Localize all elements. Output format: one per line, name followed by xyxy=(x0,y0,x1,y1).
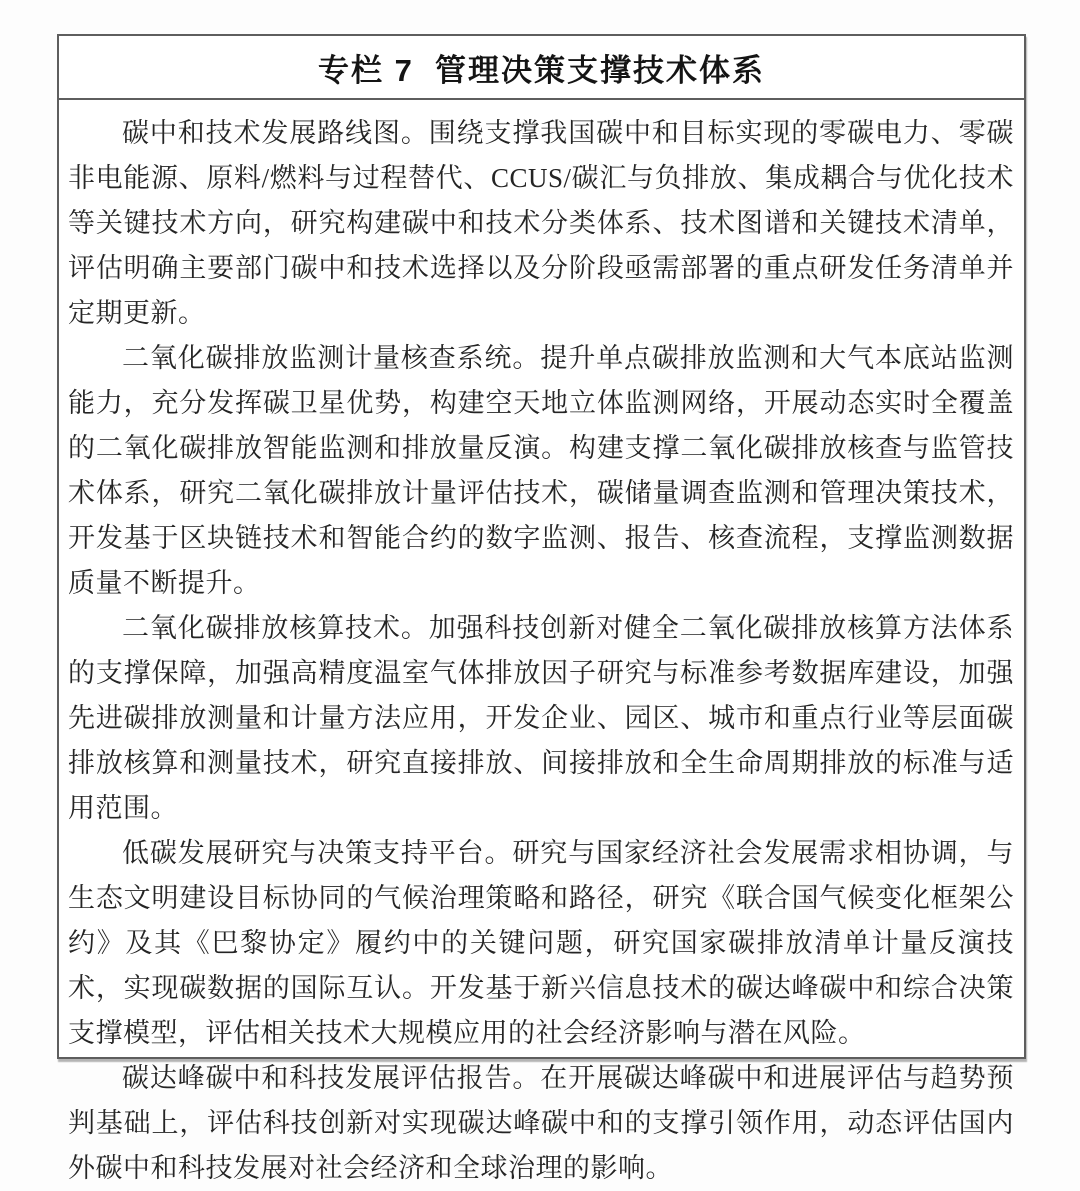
paragraph-carbon-neutral-tech-roadmap: 碳中和技术发展路线图。围绕支撑我国碳中和目标实现的零碳电力、零碳非电能源、原料/燃料与过程替代、CCUS/碳汇与负排放、集成耦合与优化技术等关键技术方向，研究构建碳中和技术分类体系、技术图谱和关键技术清单，评估明确主要部门碳中和技术选择以及分阶段亟需部署的重点研发任务清单并定期更新。 xyxy=(68,118,1014,328)
paragraph-carbon-peak-neutrality-evaluation-report: 碳达峰碳中和科技发展评估报告。在开展碳达峰碳中和进展评估与趋势预判基础上，评估科技创新对实现碳达峰碳中和的支撑引领作用，动态评估国内外碳中和科技发展对社会经济和全球治理的影响。 xyxy=(68,1063,1014,1183)
column-7-panel xyxy=(57,34,1026,1183)
panel-title: 专栏 7 管理决策支撑技术体系 xyxy=(59,36,1024,100)
paragraph-low-carbon-research-decision-platform: 低碳发展研究与决策支持平台。研究与国家经济社会发展需求相协调，与生态文明建设目标协同的气候治理策略和路径，研究《联合国气候变化框架公约》及其《巴黎协定》履约中的关键问题，研究国家碳排放清单计量反演技术，实现碳数据的国际互认。开发基于新兴信息技术的碳达峰碳中和综合决策支撑模型，评估相关技术大规模应用的社会经济影响与潜在风险。 xyxy=(68,838,1014,1048)
paragraph-co2-monitoring-metering-verification-system: 二氧化碳排放监测计量核查系统。提升单点碳排放监测和大气本底站监测能力，充分发挥碳卫星优势，构建空天地立体监测网络，开展动态实时全覆盖的二氧化碳排放智能监测和排放量反演。构建支撑二氧化碳排放核查与监管技术体系，研究二氧化碳排放计量评估技术，碳储量调查监测和管理决策技术，开发基于区块链技术和智能合约的数字监测、报告、核查流程，支撑监测数据质量不断提升。 xyxy=(68,343,1014,598)
panel-body xyxy=(59,100,1024,1191)
paragraph-co2-emission-accounting-technology: 二氧化碳排放核算技术。加强科技创新对健全二氧化碳排放核算方法体系的支撑保障，加强高精度温室气体排放因子研究与标准参考数据库建设，加强先进碳排放测量和计量方法应用，开发企业、园区、城市和重点行业等层面碳排放核算和测量技术，研究直接排放、间接排放和全生命周期排放的标准与适用范围。 xyxy=(68,613,1014,823)
